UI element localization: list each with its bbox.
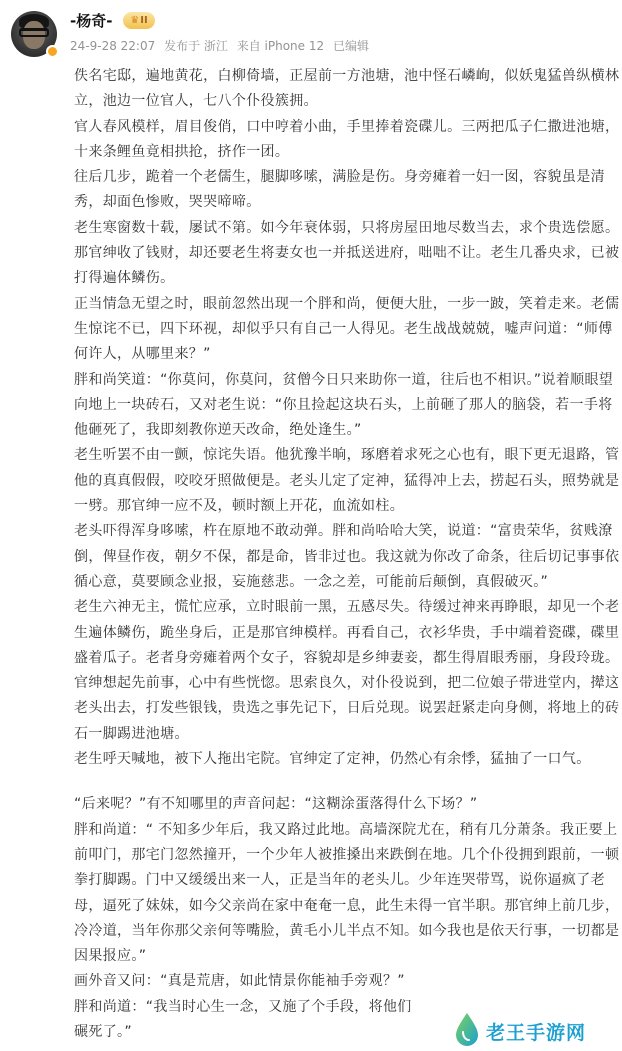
post-meta [70, 38, 374, 54]
paragraph-gap [74, 772, 622, 792]
paragraph: “后来呢？”有不知哪里的声音问起：“这糊涂蛋落得什么下场？” [74, 796, 478, 813]
post-header [0, 0, 622, 62]
paragraph: 老头吓得浑身哆嗦，杵在原地不敢动弹。胖和尚哈哈大笑，说道：“富贵荣华，贫贱潦倒，俾昼作夜，朝夕不保，都是命，皆非过也。我这就为你改了命条，往后切记事事依循心意，莫要顾念业报，妄施慈悲。一念之差，可能前后颠倒，真假破灭。” [74, 523, 620, 590]
paragraph: 胖和尚道：“ 不知多少年后，我又路过此地。高墙深院尤在，稍有几分萧条。我正要上前叩门，那宅门忽然撞开，一个少年人被推搡出来跌倒在地。几个仆役拥到跟前，一顿拳打脚踢。门中又缓缓出来一人，正是当年的老头儿。少年连哭带骂，说你逼疯了老母，逼死了妹妹，如今父亲尚在家中奄奄一息，此生未得一官半职。那官绅上前几步，冷冷道，当年你那父亲何等嘴脸，黄毛小儿半点不知。如今我也是依天行事，一切都是因果报应。” [74, 821, 620, 965]
post-location: 发布于 浙江 [164, 39, 228, 53]
paragraph: 碾死了。” [74, 1023, 133, 1040]
vip-level: II [140, 15, 148, 26]
paragraph: 往后几步，跪着一个老儒生，腿脚哆嗦，满脸是伤。身旁瘫着一妇一囡，容貌虽是清秀，却面色惨败，哭哭啼啼。 [74, 169, 605, 211]
paragraph: 画外音又问：“真是荒唐，如此情景你能袖手旁观？” [74, 973, 405, 990]
username[interactable]: -杨奇- [70, 12, 113, 30]
paragraph: 正当情急无望之时，眼前忽然出现一个胖和尚，便便大肚，一步一跛，笑着走来。老儒生惊诧不已，四下环视，却似乎只有自己一人得见。老生战战兢兢，嘘声问道：“师傅何许人，从哪里来？” [74, 295, 620, 363]
paragraph: 老生寒窗数十载，屡试不第。如今年衰体弱，只将房屋田地尽数当去，求个贵选偿愿。那官绅收了钱财，却还要老生将妻女也一并抵送进府，咄咄不让。老生几番央求，已被打得遍体鳞伤。 [74, 219, 620, 287]
post-edited[interactable]: 已编辑 [332, 39, 369, 53]
post-device[interactable]: 来自 iPhone 12 [236, 39, 325, 53]
watermark-text: 老王手游网 [486, 1022, 587, 1044]
paragraph: 老生听罢不由一颤，惊诧失语。他犹豫半晌，琢磨着求死之心也有，眼下更无退路，管他的真真假假，咬咬牙照做便是。老头儿定了定神，猛得冲上去，捞起石头，照势就是一劈。那官绅一应不及，顿时额上开花，血流如柱。 [74, 447, 620, 515]
avatar-glasses [19, 28, 49, 37]
paragraph: 胖和尚道：“我当时心生一念，又施了个手段，将他们 [74, 998, 412, 1015]
paragraph: 官人春风模样，眉目俊俏，口中哼着小曲，手里捧着瓷碟儿。三两把瓜子仁撒进池塘，十来条鲤鱼竟相拱抢，挤作一团。 [74, 118, 620, 160]
paragraph: 官绅想起先前事，心中有些恍惚。思索良久，对仆役说到，把二位娘子带进堂内，撵这老头出去，打发些银钱，贵选之事先记下，日后兑现。说罢赶紧走向身侧，将地上的砖石一脚踢进池塘。 [74, 675, 620, 742]
post-date: 24-9-28 22:07 [70, 39, 156, 53]
vip-badge[interactable] [123, 12, 155, 29]
verified-badge-icon [46, 45, 59, 58]
post-content [74, 64, 622, 1045]
watermark [455, 1012, 620, 1046]
paragraph: 老生呼天喊地，被下人拖出宅院。官绅定了定神，仍然心有余悸，猛抽了一口气。 [74, 751, 591, 768]
crown-icon: ♛ [130, 15, 140, 26]
paragraph: 佚名宅邸，遍地黄花，白柳倚墙，正屋前一方池塘，池中怪石嶙峋，似妖鬼猛兽纵横林立，池边一位官人，七八个仆役簇拥。 [74, 68, 620, 110]
paragraph: 老生六神无主，慌忙应承，立时眼前一黑，五感尽失。待缓过神来再睁眼，却见一个老生遍体鳞伤，跪坐身后，正是那官绅模样。再看自己，衣衫华贵，手中端着瓷碟，碟里盛着瓜子。老者身旁瘫着两个女子，容貌却是乡绅妻妾，都生得眉眼秀丽，身段玲珑。 [74, 599, 620, 666]
water-drop-logo-icon [455, 1012, 479, 1046]
paragraph: 胖和尚笑道：“你莫问，你莫问，贫僧今日只来助你一道，往后也不相识。”说着顺眼望向地上一块砖石，又对老生说：“你且捡起这块石头，上前砸了那人的脑袋，若一手将他砸死了，我即刻教你逆天改命，绝处逢生。” [74, 371, 614, 439]
